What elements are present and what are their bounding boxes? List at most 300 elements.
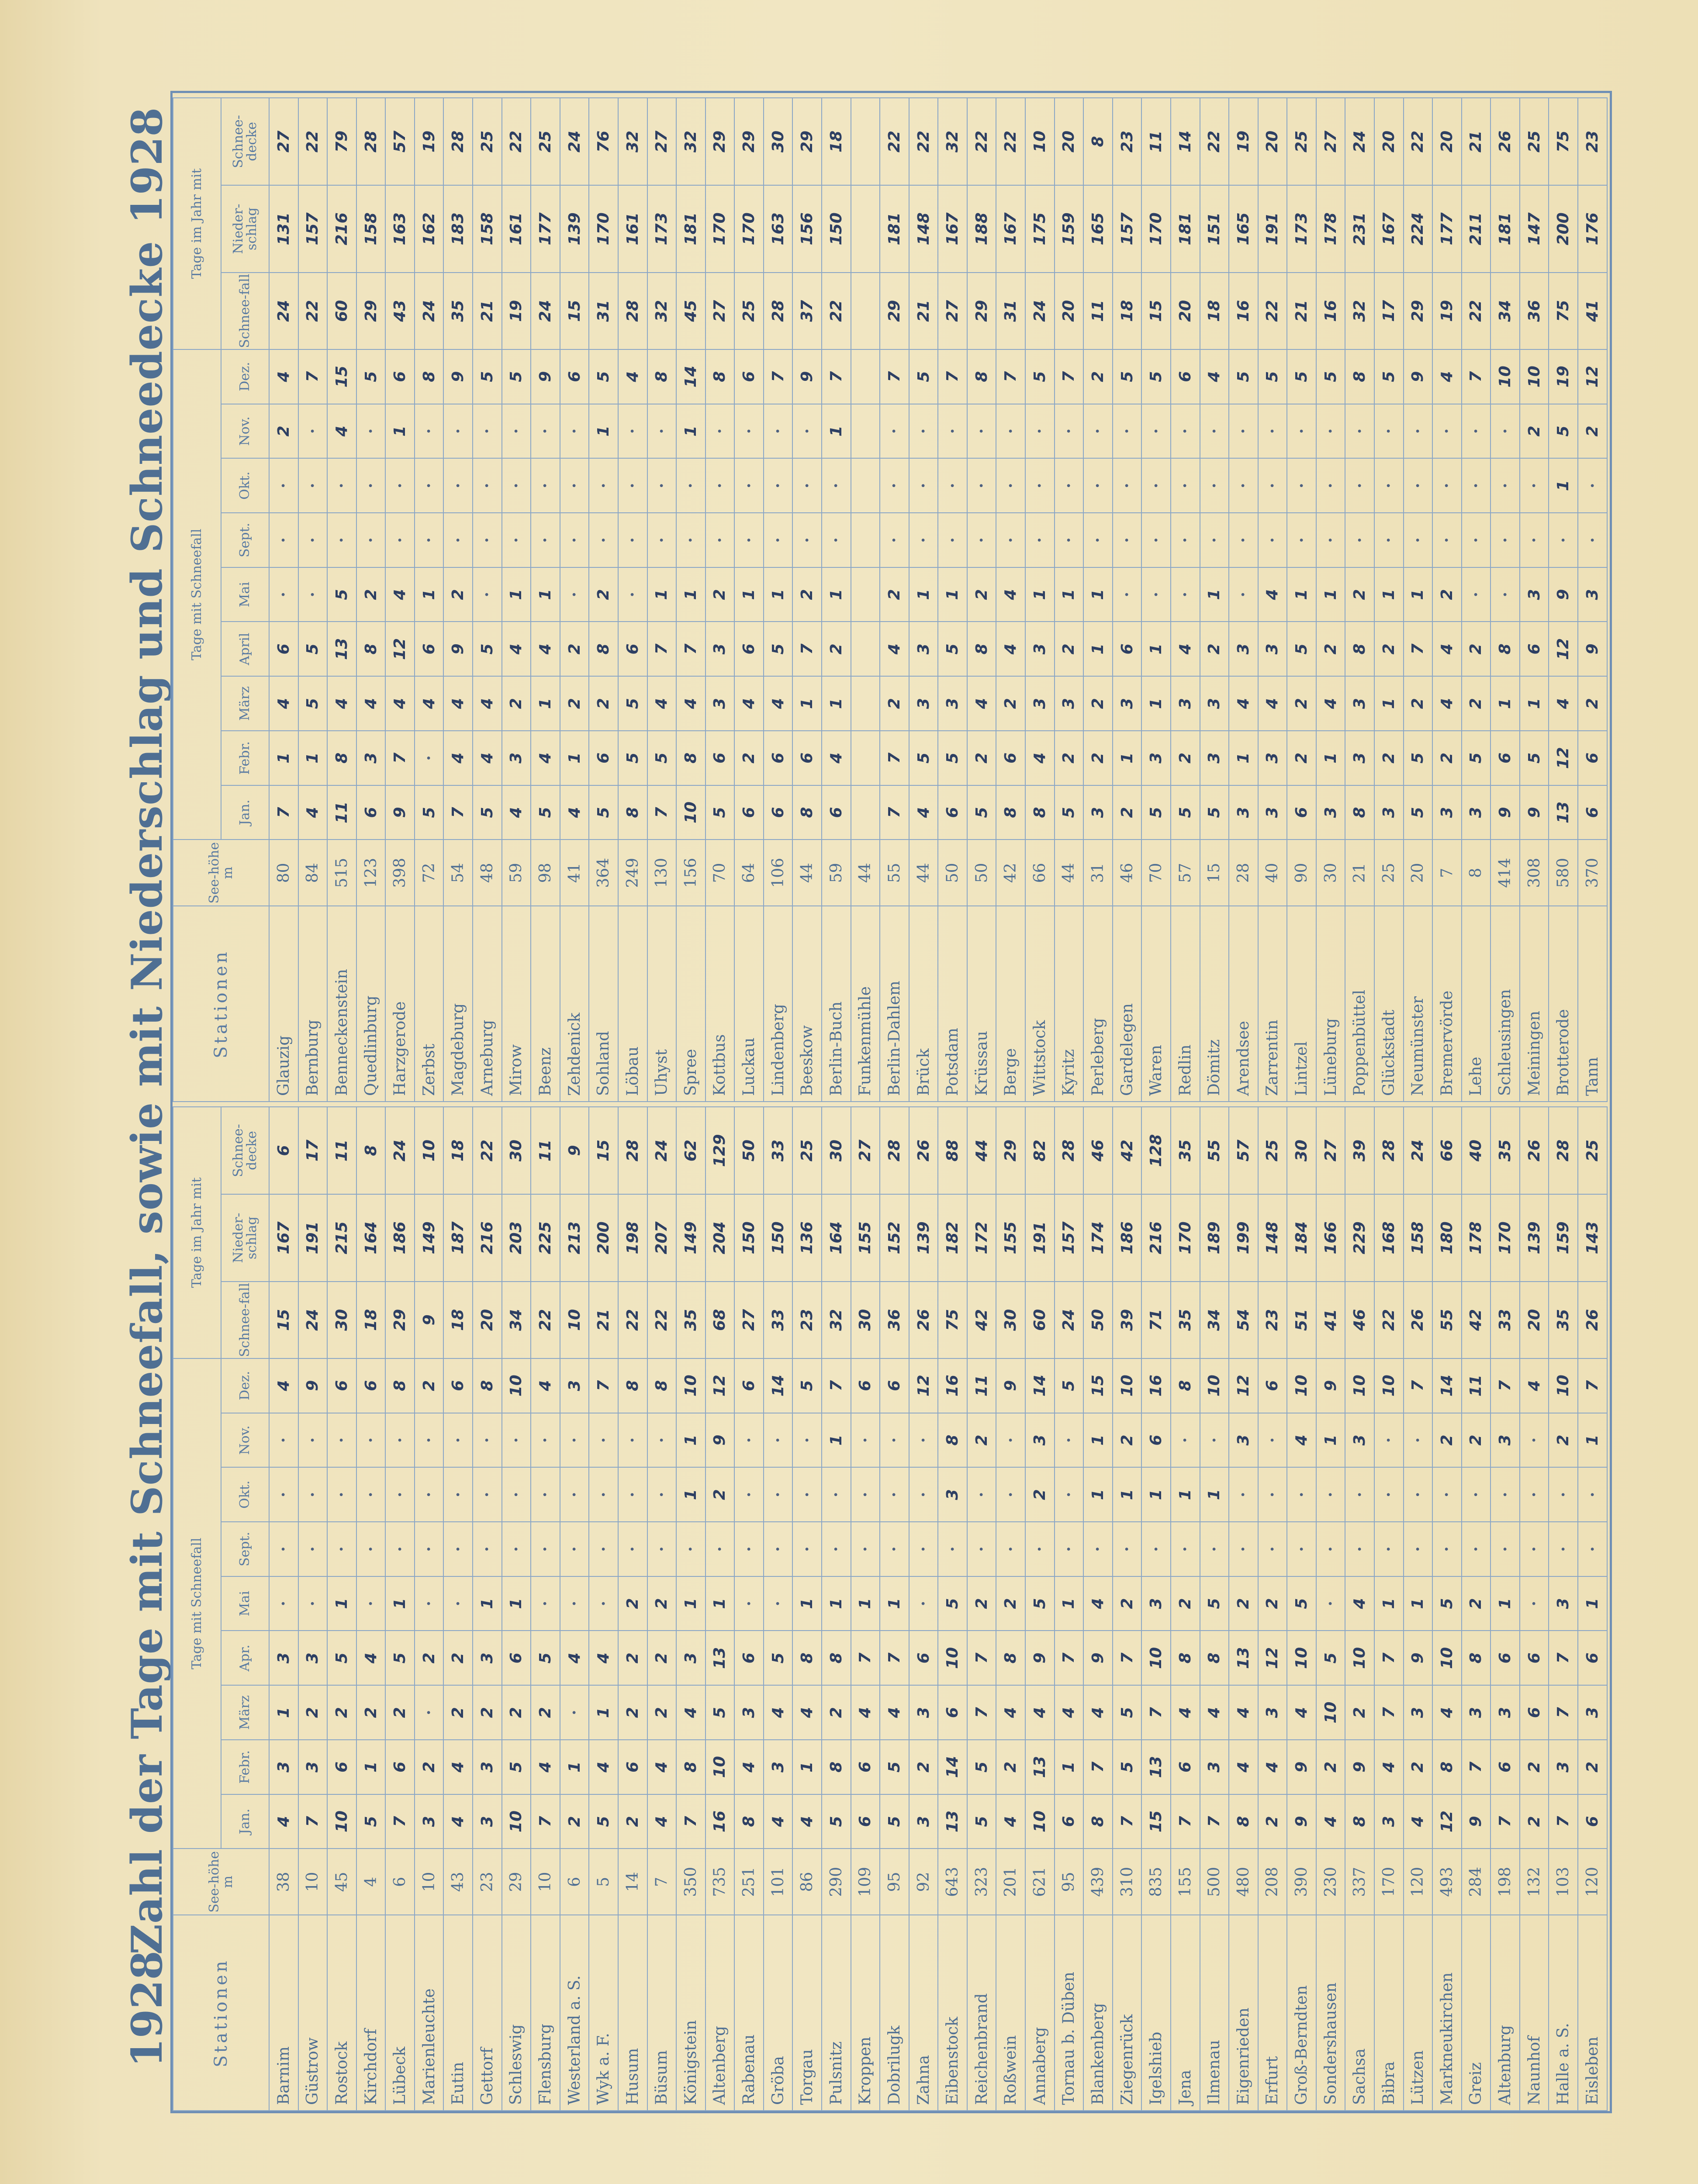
month-value: · bbox=[560, 458, 589, 513]
month-value: 2 bbox=[1520, 1794, 1549, 1849]
month-value: 8 bbox=[385, 1358, 415, 1413]
month-value: · bbox=[792, 1467, 822, 1522]
month-value: 4 bbox=[1374, 1740, 1404, 1794]
month-value: 7 bbox=[1404, 1358, 1433, 1413]
altitude-cell: 25 bbox=[1374, 840, 1404, 906]
sd-value: 35 bbox=[1491, 1107, 1520, 1194]
page-title: Zahl der Tage mit Schneefall, sowie mit Niederschlag und Schneedecke bbox=[122, 241, 172, 1955]
month-value: 5 bbox=[1287, 349, 1316, 404]
table-row bbox=[822, 98, 851, 1102]
table-row bbox=[1316, 98, 1345, 1102]
ns-value: 203 bbox=[502, 1194, 531, 1282]
month-value: · bbox=[1200, 404, 1229, 459]
month-value: 8 bbox=[1345, 622, 1374, 676]
month-value: · bbox=[996, 458, 1025, 513]
month-value: 4 bbox=[443, 676, 473, 731]
month-value: 4 bbox=[967, 676, 996, 731]
month-value: 10 bbox=[1549, 1358, 1578, 1413]
month-value: 8 bbox=[647, 1358, 677, 1413]
month-value: 7 bbox=[1055, 1631, 1084, 1685]
sf-value: 27 bbox=[734, 1282, 764, 1358]
month-value: 7 bbox=[1549, 1794, 1578, 1849]
altitude-cell: 70 bbox=[705, 840, 735, 906]
month-header: Dez. bbox=[221, 1358, 269, 1413]
month-value: · bbox=[618, 1413, 647, 1468]
month-value: · bbox=[1113, 1522, 1142, 1576]
month-value: 1 bbox=[1404, 1576, 1433, 1631]
ns-value: 148 bbox=[1258, 1194, 1287, 1282]
table-row bbox=[996, 98, 1025, 1102]
altitude-cell: 72 bbox=[415, 840, 444, 906]
month-value: 10 bbox=[1491, 349, 1520, 404]
altitude-cell: 40 bbox=[1258, 840, 1287, 906]
month-value: 2 bbox=[996, 1576, 1025, 1631]
sd-value: 25 bbox=[1287, 98, 1316, 185]
sd-value: 22 bbox=[473, 1107, 502, 1194]
month-value: 3 bbox=[1462, 1685, 1491, 1740]
month-value: 5 bbox=[1229, 349, 1258, 404]
sf-value: 30 bbox=[851, 1282, 880, 1358]
sd-value: 44 bbox=[967, 1107, 996, 1194]
station-name: Benneckenstein bbox=[327, 906, 356, 1102]
month-value: 3 bbox=[1432, 785, 1462, 840]
station-name: Markneukirchen bbox=[1432, 1915, 1462, 2111]
month-value: 5 bbox=[909, 349, 938, 404]
month-value: · bbox=[269, 567, 298, 622]
month-value: · bbox=[531, 1522, 560, 1576]
sd-value: 22 bbox=[502, 98, 531, 185]
altitude-cell: 251 bbox=[734, 1849, 764, 1915]
month-value: · bbox=[1578, 513, 1607, 567]
month-value: 8 bbox=[938, 1413, 967, 1468]
month-header: Mai bbox=[221, 1576, 269, 1631]
altitude-cell: 86 bbox=[792, 1849, 822, 1915]
month-value: 2 bbox=[618, 1794, 647, 1849]
table-row bbox=[1404, 98, 1433, 1102]
sd-value: 27 bbox=[1316, 1107, 1345, 1194]
table-row bbox=[1374, 1107, 1404, 2111]
month-value: · bbox=[1432, 404, 1462, 459]
table-row bbox=[938, 1107, 967, 2111]
altitude-cell: 45 bbox=[327, 1849, 356, 1915]
month-value: 2 bbox=[1520, 1740, 1549, 1794]
month-value: 19 bbox=[1549, 349, 1578, 404]
month-value: 5 bbox=[1462, 731, 1491, 785]
month-value: 6 bbox=[1287, 785, 1316, 840]
month-value: · bbox=[764, 513, 793, 567]
month-value: 5 bbox=[473, 349, 502, 404]
month-value: 4 bbox=[473, 676, 502, 731]
month-value: 2 bbox=[792, 567, 822, 622]
sf-value: 22 bbox=[647, 1282, 677, 1358]
table-row bbox=[1520, 1107, 1549, 2111]
month-value: · bbox=[734, 1576, 764, 1631]
month-value: 5 bbox=[356, 1794, 386, 1849]
month-value: · bbox=[1229, 513, 1258, 567]
ns-value: 151 bbox=[1200, 185, 1229, 273]
ns-value: 187 bbox=[443, 1194, 473, 1282]
altitude-cell: 170 bbox=[1374, 1849, 1404, 1915]
altitude-cell: 103 bbox=[1549, 1849, 1578, 1915]
month-value: 2 bbox=[647, 1685, 677, 1740]
altitude-cell: 30 bbox=[1316, 840, 1345, 906]
month-value: · bbox=[356, 404, 386, 459]
month-value: 10 bbox=[1432, 1631, 1462, 1685]
table-row bbox=[880, 1107, 909, 2111]
month-value: 5 bbox=[1113, 1685, 1142, 1740]
altitude-cell: 398 bbox=[385, 840, 415, 906]
right-table bbox=[173, 97, 1608, 1102]
month-value: 7 bbox=[531, 1794, 560, 1849]
month-value: 9 bbox=[1404, 349, 1433, 404]
sd-value: 25 bbox=[1520, 98, 1549, 185]
month-value: · bbox=[1055, 458, 1084, 513]
ns-value: 200 bbox=[1549, 185, 1578, 273]
month-value: 3 bbox=[1113, 676, 1142, 731]
table-row bbox=[502, 1107, 531, 2111]
sd-value: 24 bbox=[560, 98, 589, 185]
altitude-cell: 6 bbox=[560, 1849, 589, 1915]
sf-value: 23 bbox=[1258, 1282, 1287, 1358]
month-value: 1 bbox=[1549, 458, 1578, 513]
month-value: 6 bbox=[734, 622, 764, 676]
station-name: Quedlinburg bbox=[356, 906, 386, 1102]
ns-value: 191 bbox=[1025, 1194, 1055, 1282]
month-value: 7 bbox=[298, 1794, 328, 1849]
sd-value: 24 bbox=[385, 1107, 415, 1194]
station-name: Sohland bbox=[589, 906, 618, 1102]
month-value: 8 bbox=[996, 1631, 1025, 1685]
month-value: 13 bbox=[327, 622, 356, 676]
altitude-cell: 5 bbox=[589, 1849, 618, 1915]
month-value: 5 bbox=[938, 731, 967, 785]
table-row bbox=[705, 98, 735, 1102]
month-value: · bbox=[1258, 404, 1287, 459]
month-value: · bbox=[1171, 513, 1200, 567]
month-value: · bbox=[1055, 1522, 1084, 1576]
month-value: 4 bbox=[443, 731, 473, 785]
month-value: 6 bbox=[502, 1631, 531, 1685]
month-value: 7 bbox=[880, 349, 909, 404]
month-value: · bbox=[851, 1413, 880, 1468]
month-value: 8 bbox=[792, 1631, 822, 1685]
sf-value: 22 bbox=[1374, 1282, 1404, 1358]
month-value: 1 bbox=[1578, 1576, 1607, 1631]
month-value: 10 bbox=[1345, 1631, 1374, 1685]
sf-value: 20 bbox=[1055, 273, 1084, 349]
month-value: · bbox=[327, 1467, 356, 1522]
month-value: 14 bbox=[1432, 1358, 1462, 1413]
month-value: · bbox=[589, 458, 618, 513]
table-row bbox=[1404, 1107, 1433, 2111]
month-value: · bbox=[880, 1522, 909, 1576]
month-value: · bbox=[1404, 1467, 1433, 1522]
month-value: 3 bbox=[298, 1631, 328, 1685]
table-row bbox=[473, 1107, 502, 2111]
month-value: 3 bbox=[1200, 1740, 1229, 1794]
month-value: 5 bbox=[1113, 349, 1142, 404]
month-value: 7 bbox=[1549, 1685, 1578, 1740]
sf-value: 16 bbox=[1316, 273, 1345, 349]
schneefall-group-header: Tage mit Schneefall bbox=[173, 1358, 221, 1849]
altitude-cell: 643 bbox=[938, 1849, 967, 1915]
month-header: Febr. bbox=[221, 731, 269, 785]
month-value: · bbox=[298, 1467, 328, 1522]
ns-value: 181 bbox=[676, 185, 705, 273]
altitude-cell: 156 bbox=[676, 840, 705, 906]
month-value: 5 bbox=[1374, 349, 1404, 404]
month-value: 2 bbox=[1113, 1413, 1142, 1468]
ns-value: 165 bbox=[1083, 185, 1113, 273]
sf-value: 34 bbox=[1491, 273, 1520, 349]
altitude-cell: 50 bbox=[967, 840, 996, 906]
month-value: 1 bbox=[1374, 676, 1404, 731]
month-value: 3 bbox=[473, 1631, 502, 1685]
month-value: 2 bbox=[356, 567, 386, 622]
sd-value: 26 bbox=[1491, 98, 1520, 185]
month-value: 8 bbox=[1171, 1631, 1200, 1685]
month-value: 3 bbox=[1549, 1740, 1578, 1794]
month-value: · bbox=[1141, 458, 1171, 513]
month-value: 1 bbox=[502, 1576, 531, 1631]
month-value: · bbox=[269, 513, 298, 567]
table-row bbox=[1229, 1107, 1258, 2111]
month-value: 8 bbox=[1200, 1631, 1229, 1685]
month-value: · bbox=[967, 1467, 996, 1522]
month-value: 2 bbox=[1432, 1413, 1462, 1468]
sd-value: 28 bbox=[1055, 1107, 1084, 1194]
month-value: 7 bbox=[269, 785, 298, 840]
month-value: · bbox=[560, 1576, 589, 1631]
month-value: 7 bbox=[822, 349, 851, 404]
month-value: 5 bbox=[1025, 349, 1055, 404]
station-name: Annaberg bbox=[1025, 1915, 1055, 2111]
ns-value: 156 bbox=[792, 185, 822, 273]
month-value: · bbox=[734, 1413, 764, 1468]
altitude-cell: 4 bbox=[356, 1849, 386, 1915]
altitude-cell: 29 bbox=[502, 1849, 531, 1915]
altitude-cell: 735 bbox=[705, 1849, 735, 1915]
month-value: 2 bbox=[1578, 676, 1607, 731]
month-value: 1 bbox=[415, 567, 444, 622]
month-value: 1 bbox=[1287, 567, 1316, 622]
table-row bbox=[676, 1107, 705, 2111]
ns-value: 175 bbox=[1025, 185, 1055, 273]
sf-value: 37 bbox=[792, 273, 822, 349]
month-value: · bbox=[618, 567, 647, 622]
month-value: · bbox=[356, 1413, 386, 1468]
month-value: 5 bbox=[1141, 349, 1171, 404]
table-row bbox=[415, 1107, 444, 2111]
month-value: 1 bbox=[1200, 1467, 1229, 1522]
table-row bbox=[1578, 1107, 1607, 2111]
sd-value: 26 bbox=[909, 1107, 938, 1194]
station-name: Beeskow bbox=[792, 906, 822, 1102]
month-value: 7 bbox=[1462, 1740, 1491, 1794]
sf-value: 50 bbox=[1083, 1282, 1113, 1358]
year-left: 1928 bbox=[122, 1950, 172, 2067]
month-value: · bbox=[880, 404, 909, 459]
sf-value: 27 bbox=[705, 273, 735, 349]
table-row bbox=[764, 98, 793, 1102]
month-value: · bbox=[1520, 458, 1549, 513]
altitude-cell: 6 bbox=[385, 1849, 415, 1915]
altitude-cell: 84 bbox=[298, 840, 328, 906]
ns-value: 216 bbox=[1141, 1194, 1171, 1282]
month-value: 2 bbox=[1374, 622, 1404, 676]
sd-value: 22 bbox=[1200, 98, 1229, 185]
table-row bbox=[822, 1107, 851, 2111]
month-value: · bbox=[792, 404, 822, 459]
sf-value: 42 bbox=[967, 1282, 996, 1358]
ns-value: 181 bbox=[1171, 185, 1200, 273]
month-value: · bbox=[1113, 567, 1142, 622]
month-value: · bbox=[792, 1522, 822, 1576]
sf-value: 29 bbox=[967, 273, 996, 349]
month-header: Dez. bbox=[221, 349, 269, 404]
month-value: 1 bbox=[822, 404, 851, 459]
table-row bbox=[1287, 98, 1316, 1102]
ns-value: 158 bbox=[473, 185, 502, 273]
month-value: 4 bbox=[1200, 1685, 1229, 1740]
altitude-cell: 109 bbox=[851, 1849, 880, 1915]
month-value: 2 bbox=[1083, 349, 1113, 404]
sd-value: 28 bbox=[443, 98, 473, 185]
ns-value: 157 bbox=[298, 185, 328, 273]
sd-value: 82 bbox=[1025, 1107, 1055, 1194]
sd-value: 27 bbox=[269, 98, 298, 185]
sf-value: 42 bbox=[1462, 1282, 1491, 1358]
month-value: 3 bbox=[1200, 676, 1229, 731]
station-name: Lützen bbox=[1404, 1915, 1433, 2111]
station-name: Halle a. S. bbox=[1549, 1915, 1578, 2111]
month-value: · bbox=[1404, 513, 1433, 567]
month-value: 2 bbox=[967, 1413, 996, 1468]
ns-value: 216 bbox=[327, 185, 356, 273]
month-value: 4 bbox=[1200, 349, 1229, 404]
sf-value: 28 bbox=[618, 273, 647, 349]
month-value: 5 bbox=[822, 1794, 851, 1849]
month-value: 7 bbox=[1491, 1794, 1520, 1849]
month-value: 4 bbox=[1287, 1413, 1316, 1468]
station-name: Harzgerode bbox=[385, 906, 415, 1102]
month-value: 1 bbox=[1316, 1413, 1345, 1468]
ns-value: 152 bbox=[880, 1194, 909, 1282]
month-value: · bbox=[1578, 1467, 1607, 1522]
month-value: 6 bbox=[385, 349, 415, 404]
sf-value: 29 bbox=[1404, 273, 1433, 349]
month-value: · bbox=[502, 404, 531, 459]
month-value: 9 bbox=[996, 1358, 1025, 1413]
month-value: 6 bbox=[443, 1358, 473, 1413]
month-value: 2 bbox=[1549, 1413, 1578, 1468]
month-value: 3 bbox=[1578, 567, 1607, 622]
month-value: 1 bbox=[676, 567, 705, 622]
month-value: 8 bbox=[589, 622, 618, 676]
month-value: · bbox=[822, 1467, 851, 1522]
month-value: 7 bbox=[1171, 1794, 1200, 1849]
year-right: 1928 bbox=[122, 107, 172, 224]
altitude-cell: 95 bbox=[880, 1849, 909, 1915]
sf-value: 31 bbox=[589, 273, 618, 349]
month-value: 1 bbox=[1025, 567, 1055, 622]
sd-value: 19 bbox=[415, 98, 444, 185]
altitude-header: See-höhe m bbox=[173, 840, 269, 906]
station-name: Flensburg bbox=[531, 1915, 560, 2111]
altitude-cell: 580 bbox=[1549, 840, 1578, 906]
altitude-cell: 8 bbox=[1462, 840, 1491, 906]
month-value: 1 bbox=[269, 731, 298, 785]
niederschlag-header: Nieder-schlag bbox=[221, 1194, 269, 1282]
month-value: 6 bbox=[734, 785, 764, 840]
table-row bbox=[1113, 98, 1142, 1102]
table-row bbox=[880, 98, 909, 1102]
altitude-cell: 130 bbox=[647, 840, 677, 906]
sd-value: 24 bbox=[647, 1107, 677, 1194]
month-value: 2 bbox=[1316, 1740, 1345, 1794]
sd-value: 30 bbox=[764, 98, 793, 185]
month-value: 4 bbox=[996, 1794, 1025, 1849]
station-name: Rabenau bbox=[734, 1915, 764, 2111]
table-row bbox=[705, 1107, 735, 2111]
sd-value: 75 bbox=[1549, 98, 1578, 185]
sd-value: 11 bbox=[327, 1107, 356, 1194]
month-value: 6 bbox=[1578, 1794, 1607, 1849]
month-value: · bbox=[1374, 458, 1404, 513]
month-value: 3 bbox=[1578, 1685, 1607, 1740]
month-value: 6 bbox=[1171, 349, 1200, 404]
ns-value: 158 bbox=[1404, 1194, 1433, 1282]
month-value: · bbox=[443, 1413, 473, 1468]
month-value: · bbox=[1316, 513, 1345, 567]
month-value: 9 bbox=[1404, 1631, 1433, 1685]
month-value: 2 bbox=[1316, 622, 1345, 676]
month-value: · bbox=[269, 1467, 298, 1522]
sf-value: 60 bbox=[1025, 1282, 1055, 1358]
altitude-cell: 44 bbox=[1055, 840, 1084, 906]
month-value: 4 bbox=[502, 785, 531, 840]
month-value: 4 bbox=[1549, 676, 1578, 731]
station-name: Groß-Berndten bbox=[1287, 1915, 1316, 2111]
altitude-cell: 15 bbox=[1200, 840, 1229, 906]
month-value: 5 bbox=[502, 1740, 531, 1794]
month-value: 6 bbox=[1258, 1358, 1287, 1413]
schneefall-header: Schnee-fall bbox=[221, 273, 269, 349]
month-value: 7 bbox=[1113, 1794, 1142, 1849]
month-value: · bbox=[1258, 1467, 1287, 1522]
month-header: Jan. bbox=[221, 785, 269, 840]
month-value: 9 bbox=[1287, 1740, 1316, 1794]
month-value: 3 bbox=[473, 1794, 502, 1849]
sf-value: 34 bbox=[502, 1282, 531, 1358]
month-value: 6 bbox=[1171, 1740, 1200, 1794]
sd-value: 15 bbox=[589, 1107, 618, 1194]
sd-value: 30 bbox=[822, 1107, 851, 1194]
month-value: 5 bbox=[1171, 785, 1200, 840]
month-value: 4 bbox=[1229, 1685, 1258, 1740]
month-value: 2 bbox=[967, 731, 996, 785]
month-value: · bbox=[938, 1522, 967, 1576]
sd-value: 29 bbox=[792, 98, 822, 185]
month-value: · bbox=[298, 567, 328, 622]
month-value: 5 bbox=[1549, 404, 1578, 459]
month-value: · bbox=[385, 1413, 415, 1468]
month-value: 4 bbox=[298, 785, 328, 840]
month-value: 6 bbox=[269, 622, 298, 676]
month-value: · bbox=[1345, 1467, 1374, 1522]
table-row bbox=[792, 1107, 822, 2111]
station-name: Meiningen bbox=[1520, 906, 1549, 1102]
